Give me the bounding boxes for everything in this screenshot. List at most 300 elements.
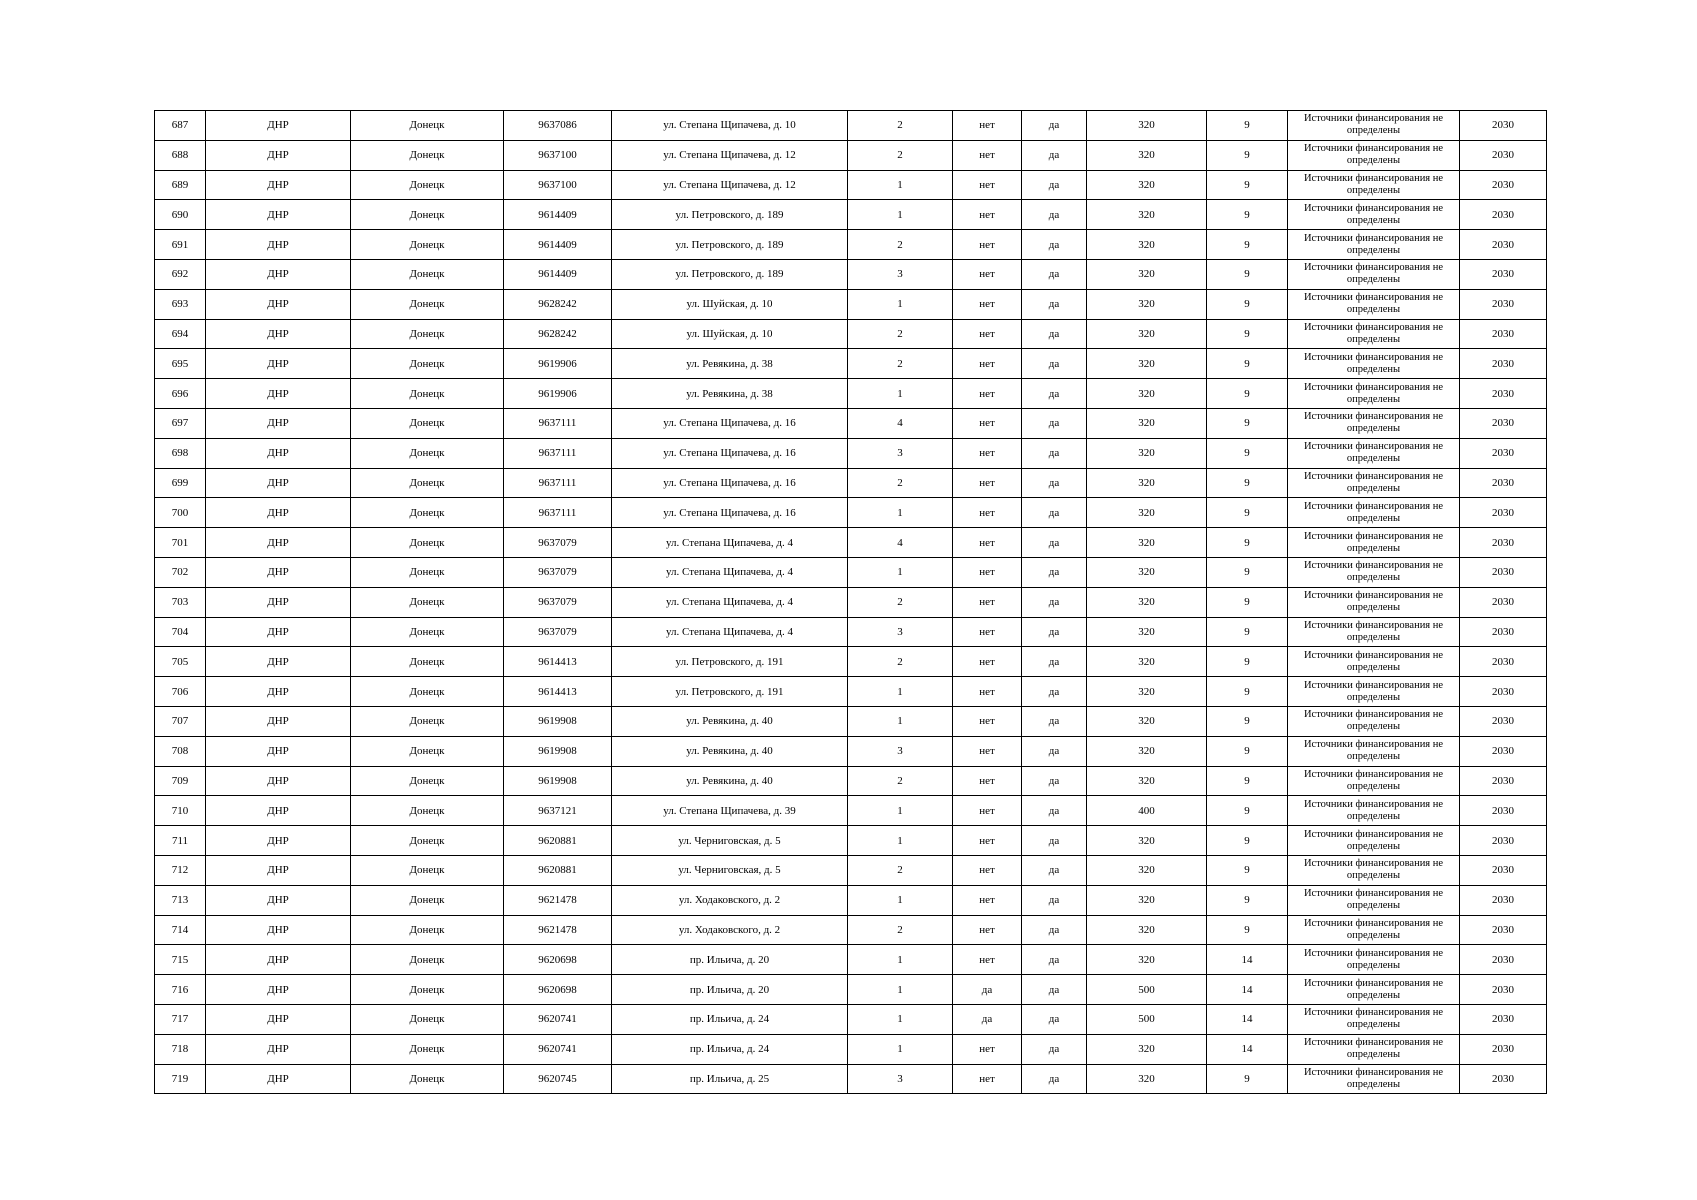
cell-code: 9628242 bbox=[504, 289, 612, 319]
cell-region: ДНР bbox=[206, 557, 351, 587]
cell-code: 9620741 bbox=[504, 1034, 612, 1064]
table-row bbox=[155, 796, 1547, 826]
cell-col8: да bbox=[1022, 468, 1087, 498]
cell-funding: Источники финансирования не определены bbox=[1288, 468, 1460, 498]
cell-num: 702 bbox=[155, 557, 206, 587]
table-row bbox=[155, 349, 1547, 379]
cell-year: 2030 bbox=[1460, 319, 1547, 349]
cell-region: ДНР bbox=[206, 111, 351, 141]
cell-col10: 9 bbox=[1207, 766, 1288, 796]
cell-entrance: 1 bbox=[848, 289, 953, 319]
cell-year: 2030 bbox=[1460, 617, 1547, 647]
cell-region: ДНР bbox=[206, 319, 351, 349]
cell-col8: да bbox=[1022, 617, 1087, 647]
cell-entrance: 1 bbox=[848, 498, 953, 528]
cell-city: Донецк bbox=[351, 140, 504, 170]
cell-col9: 400 bbox=[1087, 796, 1207, 826]
cell-col7: нет bbox=[953, 379, 1022, 409]
table-row bbox=[155, 528, 1547, 558]
table-row bbox=[155, 379, 1547, 409]
cell-num: 692 bbox=[155, 259, 206, 289]
cell-num: 688 bbox=[155, 140, 206, 170]
cell-region: ДНР bbox=[206, 736, 351, 766]
cell-year: 2030 bbox=[1460, 557, 1547, 587]
cell-col10: 14 bbox=[1207, 1004, 1288, 1034]
cell-year: 2030 bbox=[1460, 885, 1547, 915]
cell-col10: 9 bbox=[1207, 468, 1288, 498]
cell-funding: Источники финансирования не определены bbox=[1288, 111, 1460, 141]
cell-col7: нет bbox=[953, 1034, 1022, 1064]
cell-entrance: 1 bbox=[848, 945, 953, 975]
cell-col9: 320 bbox=[1087, 408, 1207, 438]
cell-funding: Источники финансирования не определены bbox=[1288, 975, 1460, 1005]
cell-col7: нет bbox=[953, 855, 1022, 885]
cell-funding: Источники финансирования не определены bbox=[1288, 736, 1460, 766]
cell-city: Донецк bbox=[351, 408, 504, 438]
cell-col9: 320 bbox=[1087, 826, 1207, 856]
table-row bbox=[155, 170, 1547, 200]
cell-col8: да bbox=[1022, 379, 1087, 409]
cell-col10: 9 bbox=[1207, 379, 1288, 409]
cell-city: Донецк bbox=[351, 200, 504, 230]
cell-num: 696 bbox=[155, 379, 206, 409]
table-row bbox=[155, 289, 1547, 319]
cell-address: пр. Ильича, д. 20 bbox=[612, 975, 848, 1005]
cell-year: 2030 bbox=[1460, 1064, 1547, 1094]
cell-funding: Источники финансирования не определены bbox=[1288, 259, 1460, 289]
cell-address: ул. Петровского, д. 189 bbox=[612, 230, 848, 260]
cell-col10: 9 bbox=[1207, 200, 1288, 230]
cell-funding: Источники финансирования не определены bbox=[1288, 706, 1460, 736]
cell-funding: Источники финансирования не определены bbox=[1288, 885, 1460, 915]
cell-funding: Источники финансирования не определены bbox=[1288, 557, 1460, 587]
cell-entrance: 2 bbox=[848, 349, 953, 379]
cell-code: 9614409 bbox=[504, 259, 612, 289]
cell-code: 9614409 bbox=[504, 200, 612, 230]
cell-col7: нет bbox=[953, 408, 1022, 438]
cell-col8: да bbox=[1022, 975, 1087, 1005]
cell-region: ДНР bbox=[206, 1064, 351, 1094]
cell-code: 9637079 bbox=[504, 587, 612, 617]
cell-funding: Источники финансирования не определены bbox=[1288, 945, 1460, 975]
cell-entrance: 2 bbox=[848, 468, 953, 498]
cell-address: ул. Ревякина, д. 40 bbox=[612, 736, 848, 766]
table-row bbox=[155, 945, 1547, 975]
cell-entrance: 2 bbox=[848, 915, 953, 945]
cell-col8: да bbox=[1022, 289, 1087, 319]
cell-col9: 320 bbox=[1087, 259, 1207, 289]
cell-city: Донецк bbox=[351, 557, 504, 587]
cell-code: 9637111 bbox=[504, 468, 612, 498]
cell-city: Донецк bbox=[351, 826, 504, 856]
cell-num: 716 bbox=[155, 975, 206, 1005]
cell-address: ул. Степана Щипачева, д. 16 bbox=[612, 498, 848, 528]
cell-code: 9637079 bbox=[504, 528, 612, 558]
cell-entrance: 2 bbox=[848, 766, 953, 796]
cell-col8: да bbox=[1022, 319, 1087, 349]
cell-num: 713 bbox=[155, 885, 206, 915]
cell-region: ДНР bbox=[206, 170, 351, 200]
cell-col10: 9 bbox=[1207, 498, 1288, 528]
cell-num: 701 bbox=[155, 528, 206, 558]
cell-address: пр. Ильича, д. 25 bbox=[612, 1064, 848, 1094]
cell-entrance: 1 bbox=[848, 557, 953, 587]
cell-entrance: 1 bbox=[848, 1004, 953, 1034]
cell-num: 687 bbox=[155, 111, 206, 141]
cell-year: 2030 bbox=[1460, 855, 1547, 885]
cell-code: 9637111 bbox=[504, 438, 612, 468]
cell-code: 9637100 bbox=[504, 140, 612, 170]
cell-year: 2030 bbox=[1460, 587, 1547, 617]
cell-col10: 9 bbox=[1207, 885, 1288, 915]
cell-city: Донецк bbox=[351, 498, 504, 528]
cell-col10: 9 bbox=[1207, 408, 1288, 438]
cell-col9: 320 bbox=[1087, 647, 1207, 677]
cell-year: 2030 bbox=[1460, 498, 1547, 528]
cell-col9: 320 bbox=[1087, 528, 1207, 558]
cell-city: Донецк bbox=[351, 379, 504, 409]
cell-funding: Источники финансирования не определены bbox=[1288, 438, 1460, 468]
cell-code: 9614413 bbox=[504, 677, 612, 707]
table-row bbox=[155, 677, 1547, 707]
cell-code: 9628242 bbox=[504, 319, 612, 349]
cell-funding: Источники финансирования не определены bbox=[1288, 1064, 1460, 1094]
cell-col8: да bbox=[1022, 1034, 1087, 1064]
cell-address: ул. Степана Щипачева, д. 4 bbox=[612, 617, 848, 647]
cell-col7: нет bbox=[953, 259, 1022, 289]
cell-col9: 320 bbox=[1087, 468, 1207, 498]
cell-col7: нет bbox=[953, 945, 1022, 975]
cell-col9: 320 bbox=[1087, 1034, 1207, 1064]
table-row bbox=[155, 706, 1547, 736]
cell-region: ДНР bbox=[206, 826, 351, 856]
cell-entrance: 2 bbox=[848, 230, 953, 260]
cell-region: ДНР bbox=[206, 200, 351, 230]
cell-code: 9614409 bbox=[504, 230, 612, 260]
cell-address: ул. Степана Щипачева, д. 16 bbox=[612, 438, 848, 468]
table-row bbox=[155, 438, 1547, 468]
cell-city: Донецк bbox=[351, 915, 504, 945]
cell-funding: Источники финансирования не определены bbox=[1288, 319, 1460, 349]
cell-col7: нет bbox=[953, 736, 1022, 766]
cell-region: ДНР bbox=[206, 528, 351, 558]
cell-col9: 320 bbox=[1087, 319, 1207, 349]
cell-city: Донецк bbox=[351, 617, 504, 647]
cell-year: 2030 bbox=[1460, 1004, 1547, 1034]
cell-col7: нет bbox=[953, 111, 1022, 141]
cell-year: 2030 bbox=[1460, 379, 1547, 409]
cell-address: ул. Ревякина, д. 40 bbox=[612, 766, 848, 796]
cell-funding: Источники финансирования не определены bbox=[1288, 528, 1460, 558]
cell-col10: 14 bbox=[1207, 1034, 1288, 1064]
cell-num: 697 bbox=[155, 408, 206, 438]
cell-col9: 320 bbox=[1087, 617, 1207, 647]
cell-col7: нет bbox=[953, 468, 1022, 498]
cell-funding: Источники финансирования не определены bbox=[1288, 140, 1460, 170]
cell-col8: да bbox=[1022, 259, 1087, 289]
cell-num: 719 bbox=[155, 1064, 206, 1094]
cell-col7: нет bbox=[953, 647, 1022, 677]
cell-col9: 320 bbox=[1087, 766, 1207, 796]
cell-region: ДНР bbox=[206, 140, 351, 170]
cell-year: 2030 bbox=[1460, 140, 1547, 170]
cell-entrance: 1 bbox=[848, 796, 953, 826]
table-row bbox=[155, 498, 1547, 528]
cell-col10: 9 bbox=[1207, 289, 1288, 319]
cell-code: 9621478 bbox=[504, 885, 612, 915]
cell-col8: да bbox=[1022, 677, 1087, 707]
cell-code: 9620881 bbox=[504, 855, 612, 885]
cell-code: 9614413 bbox=[504, 647, 612, 677]
cell-entrance: 2 bbox=[848, 587, 953, 617]
cell-funding: Источники финансирования не определены bbox=[1288, 826, 1460, 856]
cell-address: ул. Степана Щипачева, д. 10 bbox=[612, 111, 848, 141]
cell-col8: да bbox=[1022, 766, 1087, 796]
cell-region: ДНР bbox=[206, 766, 351, 796]
cell-col10: 9 bbox=[1207, 111, 1288, 141]
cell-num: 707 bbox=[155, 706, 206, 736]
cell-num: 710 bbox=[155, 796, 206, 826]
cell-num: 693 bbox=[155, 289, 206, 319]
cell-address: ул. Степана Щипачева, д. 4 bbox=[612, 587, 848, 617]
cell-col9: 320 bbox=[1087, 1064, 1207, 1094]
cell-col10: 9 bbox=[1207, 826, 1288, 856]
cell-col8: да bbox=[1022, 111, 1087, 141]
cell-city: Донецк bbox=[351, 1034, 504, 1064]
cell-region: ДНР bbox=[206, 587, 351, 617]
cell-col8: да bbox=[1022, 855, 1087, 885]
cell-code: 9621478 bbox=[504, 915, 612, 945]
cell-col10: 9 bbox=[1207, 528, 1288, 558]
cell-num: 694 bbox=[155, 319, 206, 349]
cell-col8: да bbox=[1022, 170, 1087, 200]
cell-col8: да bbox=[1022, 915, 1087, 945]
cell-city: Донецк bbox=[351, 1064, 504, 1094]
cell-col9: 320 bbox=[1087, 706, 1207, 736]
cell-col9: 320 bbox=[1087, 289, 1207, 319]
cell-col7: нет bbox=[953, 587, 1022, 617]
cell-region: ДНР bbox=[206, 468, 351, 498]
cell-col10: 14 bbox=[1207, 975, 1288, 1005]
cell-entrance: 1 bbox=[848, 826, 953, 856]
cell-col9: 320 bbox=[1087, 111, 1207, 141]
cell-funding: Источники финансирования не определены bbox=[1288, 1004, 1460, 1034]
cell-entrance: 4 bbox=[848, 528, 953, 558]
cell-entrance: 1 bbox=[848, 1034, 953, 1064]
cell-year: 2030 bbox=[1460, 766, 1547, 796]
cell-col7: нет bbox=[953, 885, 1022, 915]
cell-funding: Источники финансирования не определены bbox=[1288, 647, 1460, 677]
cell-code: 9619908 bbox=[504, 766, 612, 796]
cell-col10: 9 bbox=[1207, 736, 1288, 766]
cell-funding: Источники финансирования не определены bbox=[1288, 766, 1460, 796]
cell-num: 705 bbox=[155, 647, 206, 677]
cell-col10: 9 bbox=[1207, 647, 1288, 677]
cell-col7: да bbox=[953, 1004, 1022, 1034]
cell-col8: да bbox=[1022, 140, 1087, 170]
cell-region: ДНР bbox=[206, 1004, 351, 1034]
cell-col8: да bbox=[1022, 1004, 1087, 1034]
cell-year: 2030 bbox=[1460, 796, 1547, 826]
cell-col7: нет bbox=[953, 319, 1022, 349]
table-row bbox=[155, 587, 1547, 617]
cell-col10: 9 bbox=[1207, 557, 1288, 587]
table-row bbox=[155, 230, 1547, 260]
cell-col7: да bbox=[953, 975, 1022, 1005]
cell-col10: 9 bbox=[1207, 170, 1288, 200]
cell-col10: 9 bbox=[1207, 319, 1288, 349]
cell-region: ДНР bbox=[206, 349, 351, 379]
table-row bbox=[155, 647, 1547, 677]
cell-entrance: 3 bbox=[848, 438, 953, 468]
cell-col7: нет bbox=[953, 498, 1022, 528]
cell-col9: 500 bbox=[1087, 1004, 1207, 1034]
cell-col9: 320 bbox=[1087, 557, 1207, 587]
cell-region: ДНР bbox=[206, 259, 351, 289]
cell-num: 711 bbox=[155, 826, 206, 856]
cell-col10: 9 bbox=[1207, 230, 1288, 260]
cell-address: ул. Петровского, д. 191 bbox=[612, 647, 848, 677]
cell-col9: 320 bbox=[1087, 885, 1207, 915]
cell-col7: нет bbox=[953, 557, 1022, 587]
cell-col10: 9 bbox=[1207, 796, 1288, 826]
cell-year: 2030 bbox=[1460, 1034, 1547, 1064]
cell-col8: да bbox=[1022, 736, 1087, 766]
table-row bbox=[155, 111, 1547, 141]
cell-year: 2030 bbox=[1460, 349, 1547, 379]
cell-region: ДНР bbox=[206, 677, 351, 707]
cell-funding: Источники финансирования не определены bbox=[1288, 617, 1460, 647]
cell-year: 2030 bbox=[1460, 945, 1547, 975]
cell-entrance: 4 bbox=[848, 408, 953, 438]
cell-col9: 320 bbox=[1087, 677, 1207, 707]
cell-address: ул. Степана Щипачева, д. 12 bbox=[612, 170, 848, 200]
cell-col7: нет bbox=[953, 1064, 1022, 1094]
cell-address: ул. Ревякина, д. 38 bbox=[612, 349, 848, 379]
cell-num: 689 bbox=[155, 170, 206, 200]
cell-city: Донецк bbox=[351, 230, 504, 260]
cell-col7: нет bbox=[953, 438, 1022, 468]
cell-funding: Источники финансирования не определены bbox=[1288, 587, 1460, 617]
cell-year: 2030 bbox=[1460, 170, 1547, 200]
cell-code: 9620698 bbox=[504, 945, 612, 975]
cell-col7: нет bbox=[953, 140, 1022, 170]
cell-year: 2030 bbox=[1460, 468, 1547, 498]
cell-year: 2030 bbox=[1460, 408, 1547, 438]
cell-region: ДНР bbox=[206, 796, 351, 826]
cell-num: 715 bbox=[155, 945, 206, 975]
cell-col8: да bbox=[1022, 528, 1087, 558]
cell-num: 712 bbox=[155, 855, 206, 885]
cell-entrance: 3 bbox=[848, 736, 953, 766]
cell-col8: да bbox=[1022, 349, 1087, 379]
cell-year: 2030 bbox=[1460, 706, 1547, 736]
cell-funding: Источники финансирования не определены bbox=[1288, 677, 1460, 707]
cell-col9: 320 bbox=[1087, 200, 1207, 230]
cell-region: ДНР bbox=[206, 408, 351, 438]
cell-col7: нет bbox=[953, 796, 1022, 826]
cell-col8: да bbox=[1022, 1064, 1087, 1094]
cell-col9: 320 bbox=[1087, 915, 1207, 945]
cell-col8: да bbox=[1022, 230, 1087, 260]
cell-num: 690 bbox=[155, 200, 206, 230]
cell-funding: Источники финансирования не определены bbox=[1288, 349, 1460, 379]
cell-entrance: 3 bbox=[848, 259, 953, 289]
cell-year: 2030 bbox=[1460, 289, 1547, 319]
cell-code: 9637111 bbox=[504, 498, 612, 528]
cell-year: 2030 bbox=[1460, 230, 1547, 260]
cell-code: 9637086 bbox=[504, 111, 612, 141]
cell-col7: нет bbox=[953, 915, 1022, 945]
cell-code: 9637079 bbox=[504, 617, 612, 647]
cell-funding: Источники финансирования не определены bbox=[1288, 200, 1460, 230]
data-table bbox=[154, 110, 1547, 1094]
cell-col9: 320 bbox=[1087, 349, 1207, 379]
table-row bbox=[155, 1064, 1547, 1094]
table-body bbox=[155, 111, 1547, 1094]
cell-code: 9637100 bbox=[504, 170, 612, 200]
cell-city: Донецк bbox=[351, 766, 504, 796]
cell-col8: да bbox=[1022, 647, 1087, 677]
cell-year: 2030 bbox=[1460, 111, 1547, 141]
cell-city: Донецк bbox=[351, 528, 504, 558]
table-row bbox=[155, 855, 1547, 885]
table-row bbox=[155, 826, 1547, 856]
cell-entrance: 1 bbox=[848, 200, 953, 230]
cell-city: Донецк bbox=[351, 468, 504, 498]
cell-num: 717 bbox=[155, 1004, 206, 1034]
cell-address: ул. Ревякина, д. 40 bbox=[612, 706, 848, 736]
cell-col9: 320 bbox=[1087, 945, 1207, 975]
cell-num: 704 bbox=[155, 617, 206, 647]
cell-entrance: 2 bbox=[848, 111, 953, 141]
cell-num: 699 bbox=[155, 468, 206, 498]
cell-num: 708 bbox=[155, 736, 206, 766]
cell-funding: Источники финансирования не определены bbox=[1288, 855, 1460, 885]
cell-col8: да bbox=[1022, 408, 1087, 438]
cell-funding: Источники финансирования не определены bbox=[1288, 408, 1460, 438]
cell-region: ДНР bbox=[206, 289, 351, 319]
cell-city: Донецк bbox=[351, 259, 504, 289]
cell-num: 706 bbox=[155, 677, 206, 707]
cell-region: ДНР bbox=[206, 885, 351, 915]
cell-code: 9619908 bbox=[504, 706, 612, 736]
cell-year: 2030 bbox=[1460, 736, 1547, 766]
table-row bbox=[155, 319, 1547, 349]
cell-region: ДНР bbox=[206, 855, 351, 885]
table-row bbox=[155, 736, 1547, 766]
cell-year: 2030 bbox=[1460, 528, 1547, 558]
cell-funding: Источники финансирования не определены bbox=[1288, 915, 1460, 945]
cell-col7: нет bbox=[953, 826, 1022, 856]
table-row bbox=[155, 200, 1547, 230]
cell-col7: нет bbox=[953, 617, 1022, 647]
cell-city: Донецк bbox=[351, 1004, 504, 1034]
table-row bbox=[155, 766, 1547, 796]
cell-city: Донецк bbox=[351, 289, 504, 319]
cell-city: Донецк bbox=[351, 319, 504, 349]
cell-city: Донецк bbox=[351, 170, 504, 200]
cell-entrance: 2 bbox=[848, 855, 953, 885]
cell-year: 2030 bbox=[1460, 438, 1547, 468]
cell-year: 2030 bbox=[1460, 975, 1547, 1005]
cell-address: ул. Ходаковского, д. 2 bbox=[612, 885, 848, 915]
cell-code: 9637121 bbox=[504, 796, 612, 826]
cell-col7: нет bbox=[953, 200, 1022, 230]
cell-col10: 9 bbox=[1207, 915, 1288, 945]
cell-col8: да bbox=[1022, 706, 1087, 736]
cell-col10: 9 bbox=[1207, 855, 1288, 885]
